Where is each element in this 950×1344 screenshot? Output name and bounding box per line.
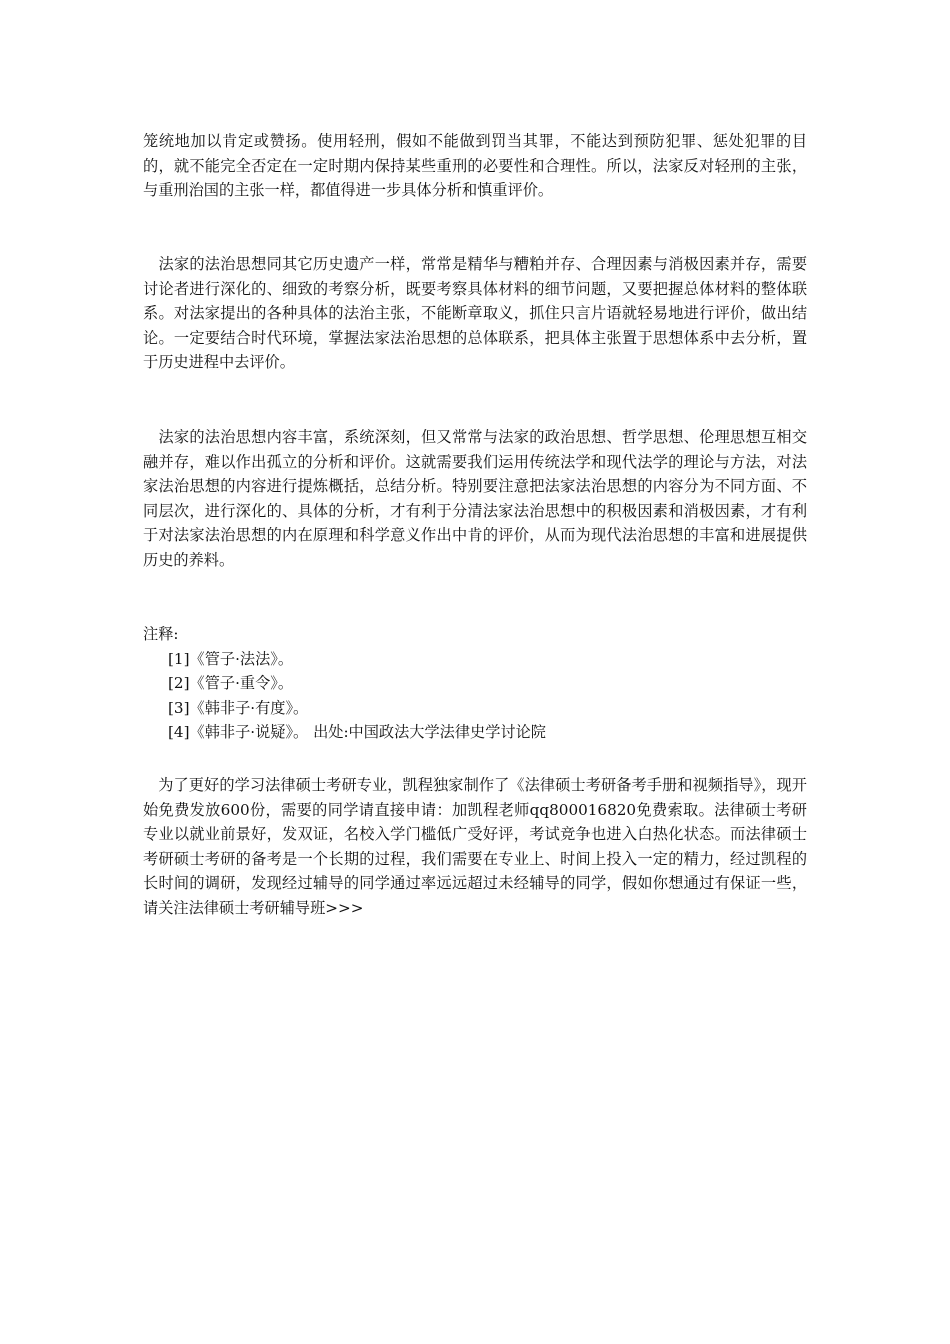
paragraph-text: 法家的法治思想内容丰富，系统深刻，但又常常与法家的政治思想、哲学思想、伦理思想互相交融并存，难以作出孤立的分析和评价。这就需要我们运用传统法学和现代法学的理论与方法，对法家法治思想的内容进行提炼概括，总结分析。特别要注意把法家法治思想的内容分为不同方面、不同层次，进行深化的、具体的分析，才有利于分清法家法治思想中的积极因素和消极因素，才有利于对法家法治思想的内在原理和科学意义作出中肯的评价，从而为现代法治思想的丰富和进展提供历史的养料。	[143, 428, 807, 569]
notes-heading: 注释:	[143, 625, 179, 643]
note-item-3: [3]《韩非子·有度》。	[168, 698, 309, 717]
paragraph-text: 笼统地加以肯定或赞扬。使用轻刑，假如不能做到罚当其罪，不能达到预防犯罪、惩处犯罪的目的，就不能完全否定在一定时期内保持某些重刑的必要性和合理性。所以，法家反对轻刑的主张，与重刑治国的主张一样，都值得进一步具体分析和慎重评价。	[143, 132, 807, 200]
note-item-2: [2]《管子·重令》。	[168, 674, 294, 693]
promo-paragraph	[143, 773, 807, 921]
paragraph-rich-content	[143, 425, 807, 573]
note-item-1: [1]《管子·法法》。	[168, 649, 294, 668]
note-item-4: [4]《韩非子·说疑》。 出处:中国政法大学法律史学讨论院	[168, 723, 546, 742]
paragraph-historical-heritage	[143, 252, 807, 375]
promo-text: 为了更好的学习法律硕士考研专业，凯程独家制作了《法律硕士考研备考手册和视频指导》，现开始免费发放600份，需要的同学请直接申请：加凯程老师qq800016820免费索取。法律硕士考研专业以就业前景好，发双证，名校入学门槛低广受好评，考试竞争也进入白热化状态。而法律硕士考研硕士考研的备考是一个长期的过程，我们需要在专业上、时间上投入一定的精力，经过凯程的长时间的调研，发现经过辅导的同学通过率远远超过未经辅导的同学，假如你想通过有保证一些，请关注法律硕士考研辅导班>>>	[143, 776, 807, 917]
paragraph-light-penalty	[143, 129, 807, 203]
paragraph-text: 法家的法治思想同其它历史遗产一样，常常是精华与糟粕并存、合理因素与消极因素并存，需要讨论者进行深化的、细致的考察分析，既要考察具体材料的细节问题，又要把握总体材料的整体联系。对法家提出的各种具体的法治主张，不能断章取义，抓住只言片语就轻易地进行评价，做出结论。一定要结合时代环境，掌握法家法治思想的总体联系，把具体主张置于思想体系中去分析，置于历史进程中去评价。	[143, 255, 807, 372]
notes-section	[143, 622, 807, 745]
